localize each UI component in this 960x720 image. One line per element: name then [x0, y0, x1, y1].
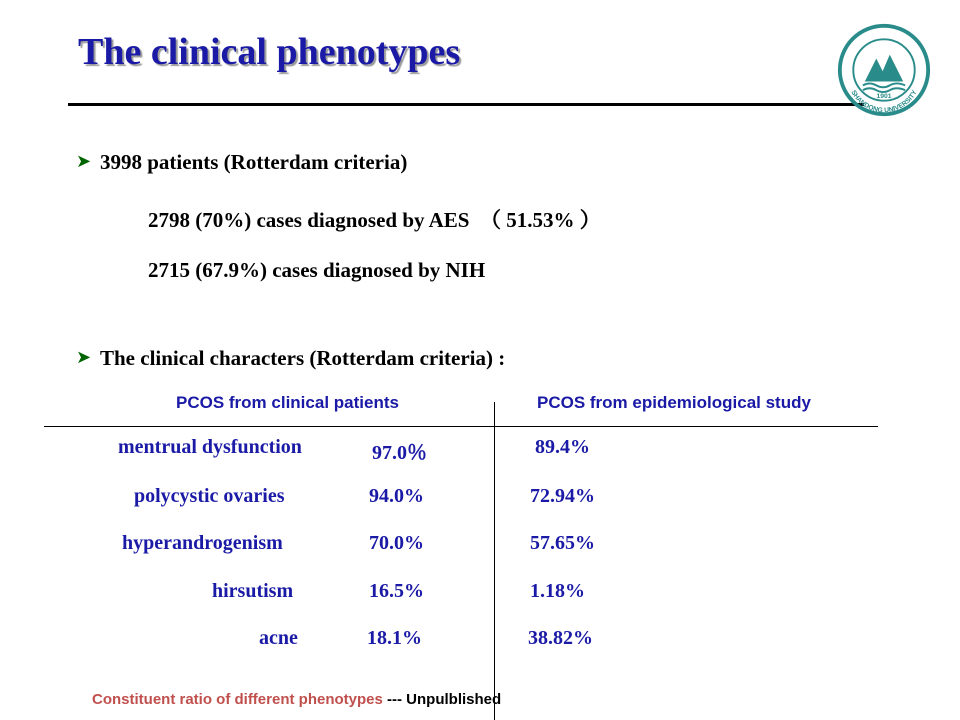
bullet-arrow-icon: ➤	[76, 151, 92, 172]
epidemiological-value: 38.82%	[528, 627, 593, 649]
epidemiological-value: 1.18%	[530, 580, 585, 602]
footer-caption	[92, 691, 501, 708]
clinical-value: 94.0%	[369, 485, 424, 507]
caption-separator: ---	[382, 691, 407, 708]
epidemiological-value: 89.4%	[535, 436, 590, 458]
row-label: acne	[259, 627, 298, 649]
university-seal-logo	[836, 22, 932, 118]
clinical-value: 18.1%	[367, 627, 422, 649]
bullet-arrow-icon: ➤	[76, 347, 92, 368]
table-header-rule	[44, 426, 878, 427]
title-underline	[68, 103, 864, 106]
sub-bullet-nih: 2715 (67.9%) cases diagnosed by NIH	[148, 258, 486, 282]
column-header-clinical: PCOS from clinical patients	[176, 393, 399, 412]
table-column-divider	[494, 402, 495, 720]
row-label: hirsutism	[212, 580, 294, 602]
sub-bullet-aes: 2798 (70%) cases diagnosed by AES （ 51.53% ）	[148, 208, 601, 232]
clinical-value: 70.0%	[369, 532, 424, 554]
clinical-value: 16.5%	[369, 580, 424, 602]
epidemiological-value: 57.65%	[530, 532, 595, 554]
unpublished-note: Unpulblished	[406, 691, 502, 708]
epidemiological-value: 72.94%	[530, 485, 595, 507]
slide-title: The clinical phenotypes	[78, 31, 461, 73]
row-label: hyperandrogenism	[122, 532, 283, 554]
bullet-patients: 3998 patients (Rotterdam criteria)	[100, 150, 408, 174]
logo-text: SHANDONG UNIVERSITY	[849, 89, 919, 115]
clinical-value: 97.0％	[372, 442, 427, 464]
bullet-clinical-characters: The clinical characters (Rotterdam criteria) :	[100, 346, 506, 370]
logo-year: 1901	[876, 92, 892, 100]
row-label: mentrual dysfunction	[118, 436, 302, 458]
row-label: polycystic ovaries	[134, 485, 285, 507]
column-header-epidemiological: PCOS from epidemiological study	[537, 393, 811, 412]
caption-text: Constituent ratio of different phenotypes	[92, 691, 383, 708]
